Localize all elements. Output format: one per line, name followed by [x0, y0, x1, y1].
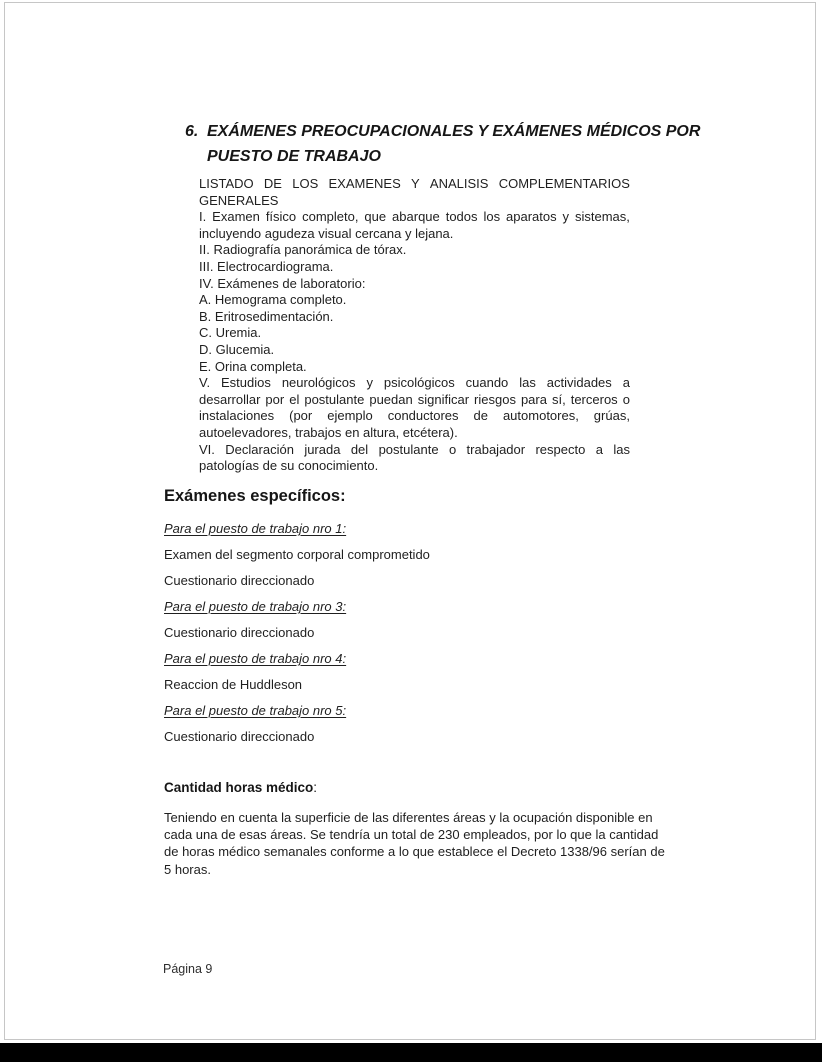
bottom-bar [0, 1043, 822, 1062]
list-line: desarrollar por el postulante puedan significar riesgos para sí, terceros o [199, 391, 630, 407]
general-exams-list [199, 176, 630, 475]
specific-exams-list [164, 516, 430, 750]
list-line: II. Radiografía panorámica de tórax. [199, 242, 407, 258]
section-number: 6. [185, 123, 199, 140]
list-line: D. Glucemia. [199, 341, 275, 357]
job-heading: Para el puesto de trabajo nro 4: [164, 651, 347, 666]
list-line: I. Examen físico completo, que abarque todos los aparatos y sistemas, [199, 209, 630, 225]
section-heading [185, 119, 707, 169]
job-item: Cuestionario direccionado [164, 625, 315, 640]
specific-exams-heading: Exámenes específicos: [164, 487, 346, 505]
list-line: autoelevadores, trabajos en altura, etcétera). [199, 424, 458, 440]
job-heading: Para el puesto de trabajo nro 1: [164, 521, 347, 536]
job-item: Reaccion de Huddleson [164, 677, 303, 692]
list-line: E. Orina completa. [199, 358, 307, 374]
job-heading: Para el puesto de trabajo nro 5: [164, 703, 347, 718]
doctor-hours-heading [164, 780, 317, 795]
list-line: instalaciones (por ejemplo conductores de automotores, grúas, [199, 408, 630, 424]
doctor-hours-paragraph: Teniendo en cuenta la superficie de las diferentes áreas y la ocupación disponible en cada una de esas áreas. Se tendría un total de 230 empleados, por lo que la cantidad de horas médico semanales conforme a lo que establece el Decreto 1338/96 serían de 5 horas. [164, 810, 665, 877]
list-line: GENERALES [199, 192, 279, 208]
doctor-hours-colon: : [313, 780, 318, 795]
job-item: Cuestionario direccionado [164, 573, 315, 588]
job-heading: Para el puesto de trabajo nro 3: [164, 599, 347, 614]
list-line: V. Estudios neurológicos y psicológicos cuando las actividades a [199, 375, 630, 391]
list-line: III. Electrocardiograma. [199, 258, 334, 274]
list-line: VI. Declaración jurada del postulante o trabajador respecto a las [199, 441, 630, 457]
section-title: EXÁMENES PREOCUPACIONALES Y EXÁMENES MÉDICOS POR PUESTO DE TRABAJO [207, 123, 701, 165]
job-item: Cuestionario direccionado [164, 729, 315, 744]
list-line: A. Hemograma completo. [199, 292, 347, 308]
doctor-hours-label: Cantidad horas médico [164, 780, 314, 795]
list-line: patologías de su conocimiento. [199, 458, 379, 474]
list-line: C. Uremia. [199, 325, 262, 341]
list-line: incluyendo agudeza visual cercana y lejana. [199, 225, 454, 241]
page-number: Página 9 [163, 962, 213, 976]
list-line: B. Eritrosedimentación. [199, 308, 334, 324]
list-line: IV. Exámenes de laboratorio: [199, 275, 366, 291]
list-line: LISTADO DE LOS EXAMENES Y ANALISIS COMPLEMENTARIOS [199, 176, 630, 191]
job-item: Examen del segmento corporal comprometido [164, 547, 430, 562]
